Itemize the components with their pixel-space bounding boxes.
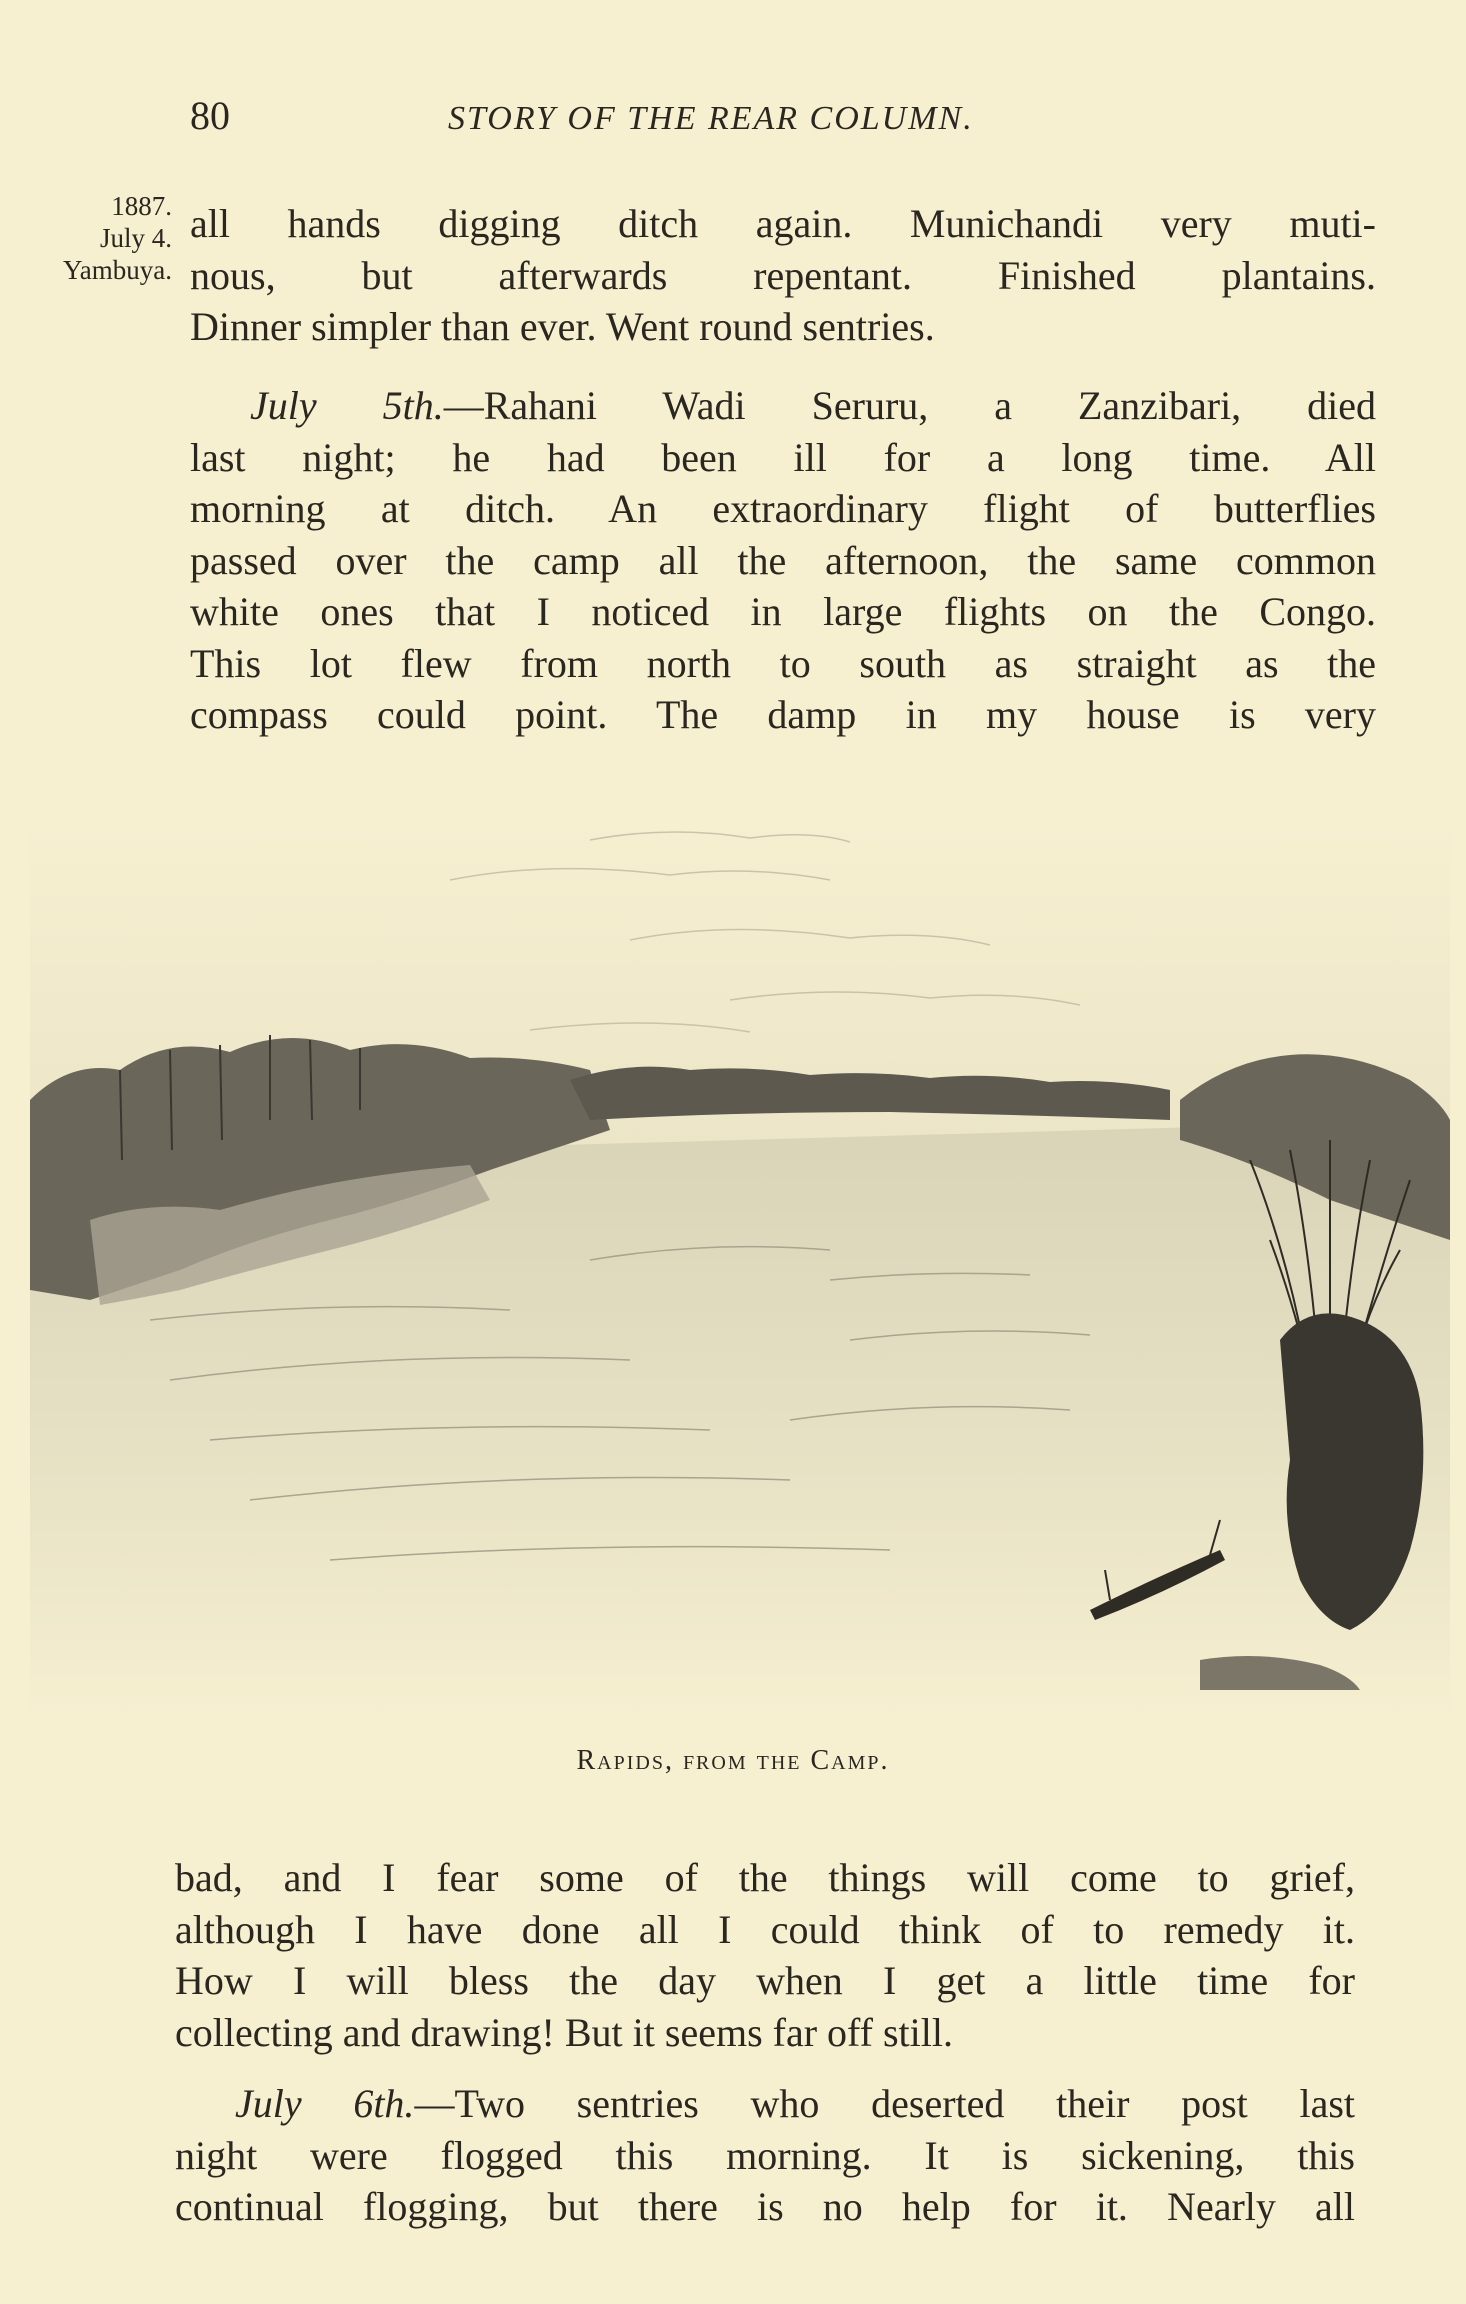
text-line: Dinner simpler than ever. Went round sentries. [190, 304, 935, 349]
text-line: all hands digging ditch again. Munichandi very muti- [190, 201, 1376, 246]
entry-text: —Rahani Wadi Seruru, a Zanzibari, died [443, 383, 1377, 428]
margin-place: Yambuya. [62, 255, 172, 285]
paragraph-2 [190, 380, 1376, 741]
margin-date: July 4. [99, 223, 172, 253]
entry-text: —Two sentries who deserted their post last [414, 2081, 1356, 2126]
text-line: collecting and drawing! But it seems far off still. [175, 2009, 953, 2055]
paragraph-3 [175, 1852, 1355, 2058]
rapids-engraving [30, 820, 1450, 1720]
text-line: passed over the camp all the afternoon, the same common [190, 537, 1376, 583]
text-line: bad, and I fear some of the things will come to grief, [175, 1855, 1355, 1900]
margin-year: 1887. [111, 191, 172, 221]
entry-date: July 5th. [250, 383, 444, 428]
text-line: although I have done all I could think of to remedy it. [175, 1906, 1355, 1952]
paragraph-1 [190, 198, 1376, 353]
margin-note [22, 190, 172, 286]
text-line: last night; he had been ill for a long time. All [190, 434, 1376, 480]
text-line: nous, but afterwards repentant. Finished plantains. [190, 252, 1376, 298]
running-head [190, 92, 1120, 152]
text-line: night were flogged this morning. It is sickening, this [175, 2132, 1355, 2178]
text-line: How I will bless the day when I get a little time for [175, 1958, 1355, 2003]
running-title: STORY OF THE REAR COLUMN. [448, 100, 974, 137]
text-line: This lot flew from north to south as straight as the [190, 640, 1376, 686]
paragraph-4 [175, 2078, 1355, 2233]
text-line: compass could point. The damp in my house is very [190, 692, 1376, 737]
text-line: morning at ditch. An extraordinary flight of butterflies [190, 486, 1376, 531]
page-number: 80 [190, 93, 230, 138]
rapids-illustration [30, 820, 1450, 1720]
figure-caption: Rapids, from the Camp. [576, 1745, 890, 1776]
text-line [190, 380, 1376, 432]
text-line: continual flogging, but there is no help for it. Nearly all [175, 2184, 1355, 2229]
text-line [175, 2078, 1355, 2130]
text-line: white ones that I noticed in large flights on the Congo. [190, 589, 1376, 634]
entry-date: July 6th. [235, 2081, 415, 2126]
